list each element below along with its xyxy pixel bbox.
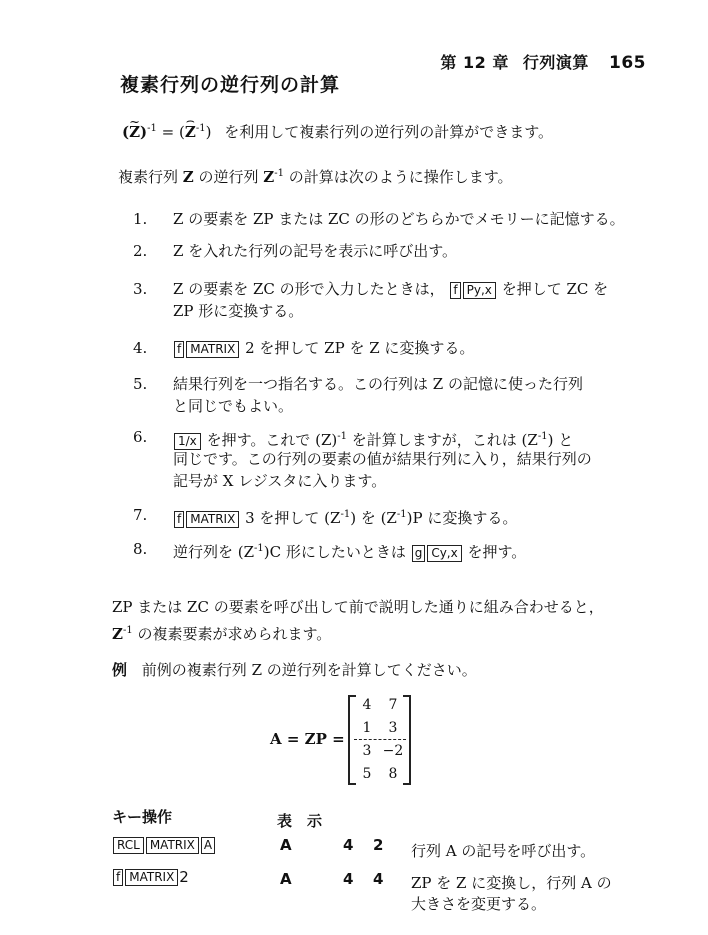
- matrix-cell: −2: [382, 743, 404, 759]
- table-row: [112, 836, 216, 854]
- text-run: )C 形にしたいときは: [263, 543, 406, 561]
- key-ops-header: キー操作: [112, 808, 173, 826]
- text-run: -1: [396, 509, 407, 520]
- a-key[interactable]: A: [201, 837, 215, 854]
- intro-formula-line: [122, 118, 553, 143]
- formula-part: = (: [156, 123, 185, 141]
- key-suffix: 2: [179, 868, 189, 886]
- step-text: [173, 278, 608, 300]
- step-number: 2.: [133, 242, 148, 260]
- matrix-cell: 8: [388, 766, 398, 782]
- step-text-line2: と同じでもよい。: [173, 397, 294, 415]
- text-run: 複素行列: [118, 168, 183, 186]
- step-text-line3: 記号が X レジスタに入ります。: [173, 472, 387, 490]
- text-run: 2 を押して ZP を Z に変換する。: [245, 339, 475, 357]
- intro-description: [118, 163, 513, 188]
- matrix-cell: 5: [362, 766, 372, 782]
- rcl-key[interactable]: RCL: [113, 837, 144, 854]
- f-key[interactable]: f: [113, 869, 123, 886]
- paragraph-line: [112, 620, 604, 645]
- text-run: を計算しますが，これは (Z: [347, 431, 538, 449]
- text-run: -1: [254, 543, 264, 554]
- formula-part: ⌢ Z: [185, 121, 196, 143]
- f-key[interactable]: f: [174, 341, 184, 358]
- display-value: 2: [373, 836, 384, 854]
- formula-exp: -1: [147, 123, 157, 134]
- text-run: Z: [112, 625, 123, 643]
- py-x-key[interactable]: Py,x: [463, 282, 496, 299]
- chapter-title: 行列演算: [522, 53, 589, 72]
- text-run: -1: [122, 625, 133, 636]
- example-text: 前例の複素行列 Z の逆行列を計算してください。: [141, 661, 477, 679]
- row-description: 行列 A の記号を呼び出す。: [411, 842, 596, 860]
- matrix-cell: 4: [362, 697, 372, 713]
- text-run: -1: [340, 509, 351, 520]
- text-run: の複素要素が求められます。: [132, 625, 332, 643]
- left-bracket: [348, 695, 356, 785]
- example-label: 例: [112, 661, 128, 679]
- text-run: の逆行列: [193, 168, 264, 186]
- text-run: を押して ZC を: [501, 280, 609, 298]
- step-text: Z の要素を ZP または ZC の形のどちらかでメモリーに記憶する。: [173, 210, 625, 228]
- matrix-key[interactable]: MATRIX: [146, 837, 199, 854]
- text-run: ) を (Z: [350, 509, 397, 527]
- formula-part: ): [205, 123, 212, 141]
- display-header: 表 示: [277, 812, 323, 830]
- intro-text: を利用して複素行列の逆行列の計算ができます。: [224, 123, 554, 141]
- matrix-cell: 3: [388, 720, 398, 736]
- step-text: [173, 337, 474, 359]
- text-run: 逆行列を (Z: [173, 543, 255, 561]
- text-run: Z: [263, 168, 275, 186]
- step-text: [173, 538, 526, 563]
- matrix-label: A = ZP =: [270, 730, 345, 748]
- reciprocal-key[interactable]: 1/x: [174, 433, 201, 450]
- step-text: Z を入れた行列の記号を表示に呼び出す。: [173, 242, 457, 260]
- g-key[interactable]: g: [412, 545, 426, 562]
- matrix-cell: 7: [388, 697, 398, 713]
- matrix-A: [270, 693, 430, 785]
- text-run: を押す。: [467, 543, 527, 561]
- chapter-number: 第 12 章: [440, 53, 509, 72]
- page-number: 165: [609, 53, 646, 73]
- step-number: 5.: [133, 375, 148, 393]
- text-run: -1: [537, 431, 548, 442]
- matrix-cell: 1: [362, 720, 372, 736]
- matrix-cell: 3: [362, 743, 372, 759]
- combine-paragraph: [112, 596, 604, 645]
- paragraph-line: ZP または ZC の要素を呼び出して前で説明した通りに組み合わせると，: [112, 598, 604, 616]
- step-number: 8.: [133, 540, 148, 558]
- text-run: を押す。これで (Z): [206, 431, 338, 449]
- text-run: ) と: [547, 431, 574, 449]
- right-bracket: [403, 695, 411, 785]
- text-run: Z: [182, 168, 194, 186]
- f-key[interactable]: f: [174, 511, 184, 528]
- matrix-key[interactable]: MATRIX: [186, 511, 239, 528]
- step-text: 結果行列を一つ指名する。この行列は Z の記憶に使った行列: [173, 375, 583, 393]
- display-register: A: [280, 870, 292, 888]
- display-value: 4: [343, 870, 354, 888]
- row-description-line2: 大きさを変更する。: [411, 895, 547, 913]
- step-number: 1.: [133, 210, 148, 228]
- formula-exp: -1: [195, 123, 206, 134]
- display-value: 4: [373, 870, 384, 888]
- step-number: 6.: [133, 428, 148, 446]
- step-number: 3.: [133, 280, 148, 298]
- f-key[interactable]: f: [450, 282, 460, 299]
- display-register: A: [280, 836, 292, 854]
- display-value: 4: [343, 836, 354, 854]
- row-description: ZP を Z に変換し，行列 A の: [411, 874, 612, 892]
- table-row: [112, 868, 189, 886]
- text-run: 3 を押して (Z: [245, 509, 341, 527]
- step-number: 7.: [133, 506, 148, 524]
- step-number: 4.: [133, 339, 148, 357]
- step-text: [173, 504, 517, 529]
- example-line: [112, 659, 477, 681]
- matrix-key[interactable]: MATRIX: [186, 341, 239, 358]
- section-title: 複素行列の逆行列の計算: [120, 74, 341, 96]
- cy-x-key[interactable]: Cy,x: [427, 545, 461, 562]
- text-run: -1: [274, 168, 284, 179]
- text-run: の計算は次のように操作します。: [283, 168, 513, 186]
- text-run: Z の要素を ZC の形で入力したときは，: [173, 280, 445, 298]
- formula-part: ~ (Z): [122, 121, 147, 143]
- text-run: )P に変換する。: [406, 509, 518, 527]
- matrix-key[interactable]: MATRIX: [125, 869, 178, 886]
- text-run: -1: [337, 431, 348, 442]
- step-text-line2: ZP 形に変換する。: [173, 302, 304, 320]
- matrix-divider: [354, 739, 406, 740]
- step-text-line2: 同じです。この行列の要素の値が結果行列に入り，結果行列の: [173, 450, 592, 468]
